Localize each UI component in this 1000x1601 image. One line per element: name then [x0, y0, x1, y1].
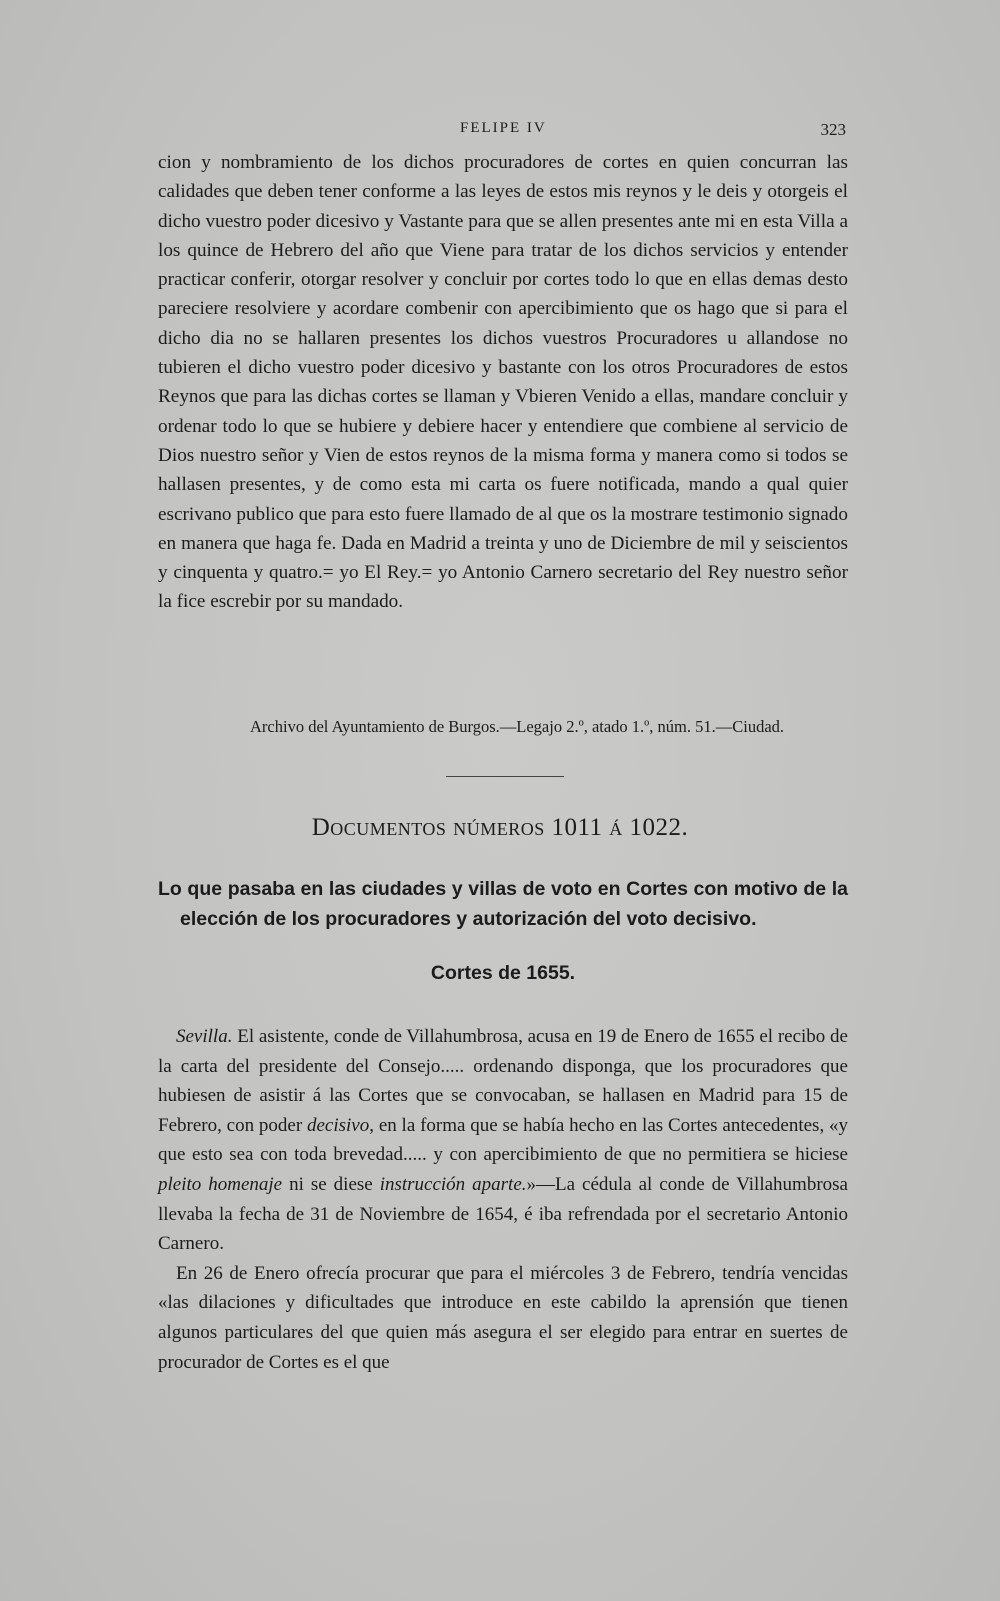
section-heading: Documentos números 1011 á 1022. — [311, 814, 689, 841]
section-subheading — [158, 874, 848, 934]
italic-term-pleito: pleito homenaje — [158, 1173, 283, 1195]
paragraph-enero: En 26 de Enero ofrecía procurar que para el miércoles 3 de Febrero, tendría vencidas «las dilaciones y dificultades que introduce en este cabildo la aprensión que tienen algunos particulares del que quien más asegura el ser elegido para entrar en suertes de procurador de Cortes es el que — [158, 1262, 848, 1373]
paragraph-text-c: ni se diese — [282, 1173, 380, 1195]
running-title: FELIPE IV — [460, 120, 547, 136]
paragraph-text-a: El asistente, conde de Villahumbrosa, acusa en 19 de Enero de 1655 el recibo de la carta del presidente del Consejo..... ordenando disponga, que los procuradores que hubiesen de asistir á las Cortes que se convocaban, se hallasen en Madrid para 15 de Febrero, con poder — [158, 1026, 848, 1136]
continued-paragraph: cion y nombramiento de los dichos procuradores de cortes en quien concurran las calidades que deben tener conforme a las leyes de estos mis reynos y le deis y otorgeis el dicho vuestro poder dicesivo y Vastante para que se allen presentes ante mi en esta Villa a los quince de Hebrero del año que Viene para tratar de los dichos servicios y entender practicar conferir, otorgar resolver y concluir por cortes todo lo que en ellas demas desto pareciere resolviere y acordare combenir con apercibimiento que os hago que si para el dicho dia no se hallaren presentes los dichos vuestros Procuradores u allandose no tubieren el dicho vuestro poder dicesivo y bastante con los otros Procuradores de estos Reynos que para las dichas cortes se llaman y Vbieren Venido a ellas, mandare concluir y ordenar todo lo que se hubiere y debiere hacer y entendiere que combiene al servicio de Dios nuestro señor y Vien de estos reynos de la misma forma y manera como si todos se hallasen presentes, y de como esta mi carta os fuere notificada, mando a qual quier escrivano publico que para esto fuere llamado de al que os la mostrare testimonio signado en manera que haga fe. Dada en Madrid a treinta y uno de Diciembre de mil y seiscientos y cinquenta y quatro.= yo El Rey.= yo Antonio Carnero secretario del Rey nuestro señor la fice escrebir por su mandado. — [158, 152, 848, 613]
top-body-text — [158, 148, 848, 617]
cortes-year-heading: Cortes de 1655. — [430, 962, 576, 984]
paragraph-text-d: »—La cédula al conde de Villahumbrosa llevaba la fecha de 31 de Noviembre de 1654, é iba refrendada por el secretario Antonio Carnero. — [158, 1173, 848, 1255]
section-divider — [446, 776, 564, 777]
bottom-body-text — [158, 1022, 848, 1377]
italic-term-instruccion: instrucción aparte. — [379, 1173, 527, 1195]
city-name: Sevilla. — [176, 1026, 233, 1047]
archive-source-note: Archivo del Ayuntamiento de Burgos.—Legajo 2.º, atado 1.º, núm. 51.—Ciudad. — [250, 717, 785, 736]
subheading-text: Lo que pasaba en las ciudades y villas de voto en Cortes con motivo de la elección de los procuradores y autorización del voto decisivo. — [158, 878, 848, 930]
paragraph-sevilla — [158, 1022, 848, 1259]
page-number: 323 — [820, 120, 846, 139]
paragraph-text-b: , en la forma que se había hecho en las Cortes antecedentes, «y que esto sea con toda brevedad..... y con apercibimiento de que no permitiera se hiciese — [158, 1114, 849, 1166]
italic-term-decisivo: decisivo — [306, 1114, 370, 1136]
running-head — [160, 120, 850, 144]
